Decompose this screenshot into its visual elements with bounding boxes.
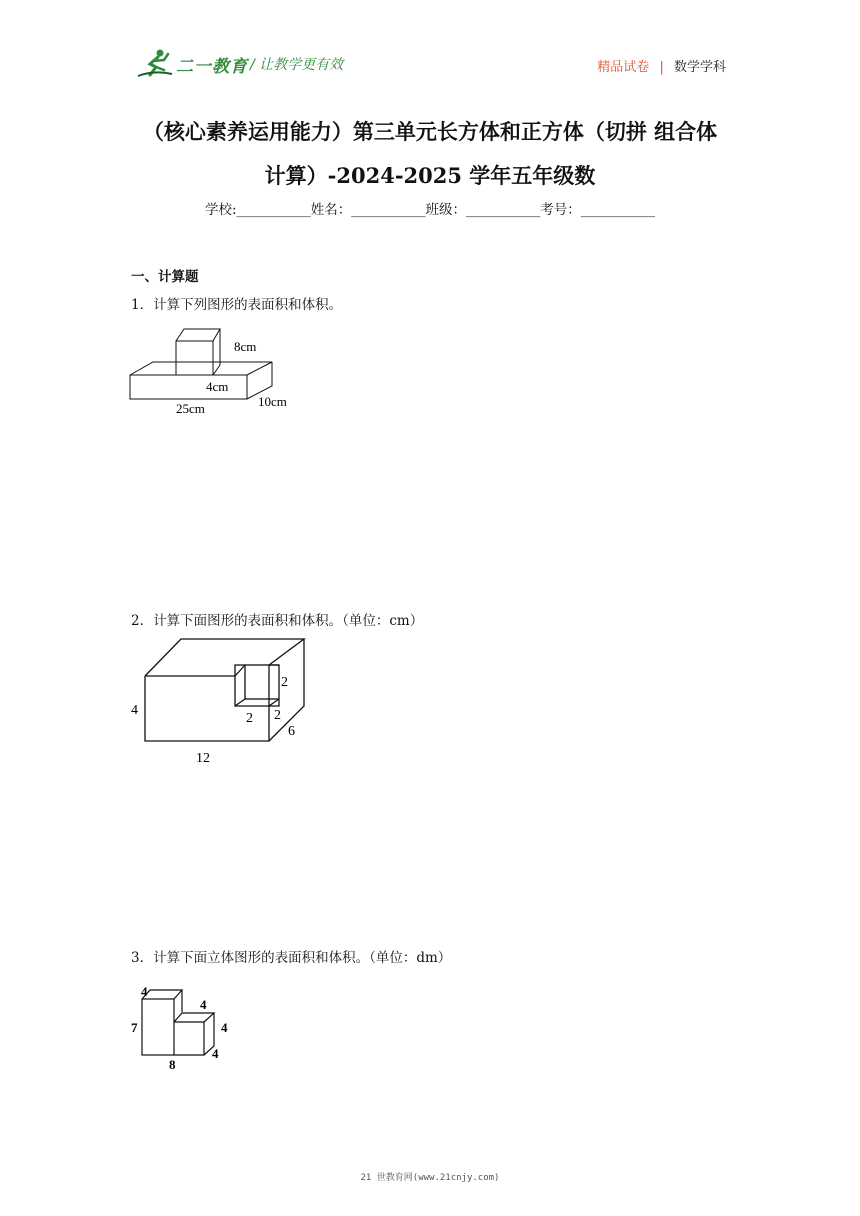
- fig3-label-7: 7: [131, 1020, 138, 1035]
- category-label: 精品试卷: [597, 60, 650, 75]
- question-1: 1．计算下列图形的表面积和体积。: [131, 297, 343, 313]
- fig2-label-12: 12: [196, 751, 210, 766]
- fig1-label-25cm: 25cm: [176, 401, 205, 416]
- fig3-label-top-right: 4: [200, 997, 207, 1012]
- figure-3: [128, 982, 238, 1074]
- question-3: 3．计算下面立体图形的表面积和体积。（单位：dm）: [131, 950, 452, 966]
- fig2-label-2a: 2: [281, 675, 288, 690]
- fig3-label-bottom-right: 4: [212, 1046, 219, 1061]
- fig3-label-top-left: 4: [141, 984, 148, 999]
- fig1-label-4cm: 4cm: [206, 379, 229, 394]
- fig3-label-8: 8: [169, 1057, 176, 1072]
- fig2-label-2c: 2: [274, 708, 281, 723]
- header-separator: |: [659, 60, 664, 75]
- fig2-label-6: 6: [288, 724, 295, 739]
- subject-label: 数学学科: [673, 60, 726, 75]
- runner-logo-icon: [136, 48, 174, 80]
- question-2: 2．计算下面图形的表面积和体积。（单位：cm）: [131, 613, 424, 629]
- figure-2: [128, 634, 313, 769]
- fig1-label-10cm: 10cm: [258, 394, 287, 409]
- header-right: [597, 56, 726, 75]
- logo-text: 二一教育: [176, 57, 248, 77]
- footer: 21 世教育网(www.21cnjy.com): [360, 1173, 500, 1183]
- fig3-label-right: 4: [221, 1020, 228, 1035]
- fig2-label-2b: 2: [246, 711, 253, 726]
- slogan: / 让教学更有效: [250, 57, 344, 73]
- fig2-label-4: 4: [131, 703, 138, 718]
- page-title-line2: 计算）-2024-2025 学年五年级数: [264, 163, 596, 188]
- fig1-label-8cm: 8cm: [234, 339, 257, 354]
- page-title-line1: （核心素养运用能力）第三单元长方体和正方体（切拼 组合体: [142, 119, 718, 144]
- section-heading: 一、计算题: [131, 269, 199, 285]
- student-info: 学校:___________姓名：___________班级：___________考号：___________: [204, 202, 656, 218]
- logo: [136, 48, 376, 82]
- figure-1: [128, 325, 303, 420]
